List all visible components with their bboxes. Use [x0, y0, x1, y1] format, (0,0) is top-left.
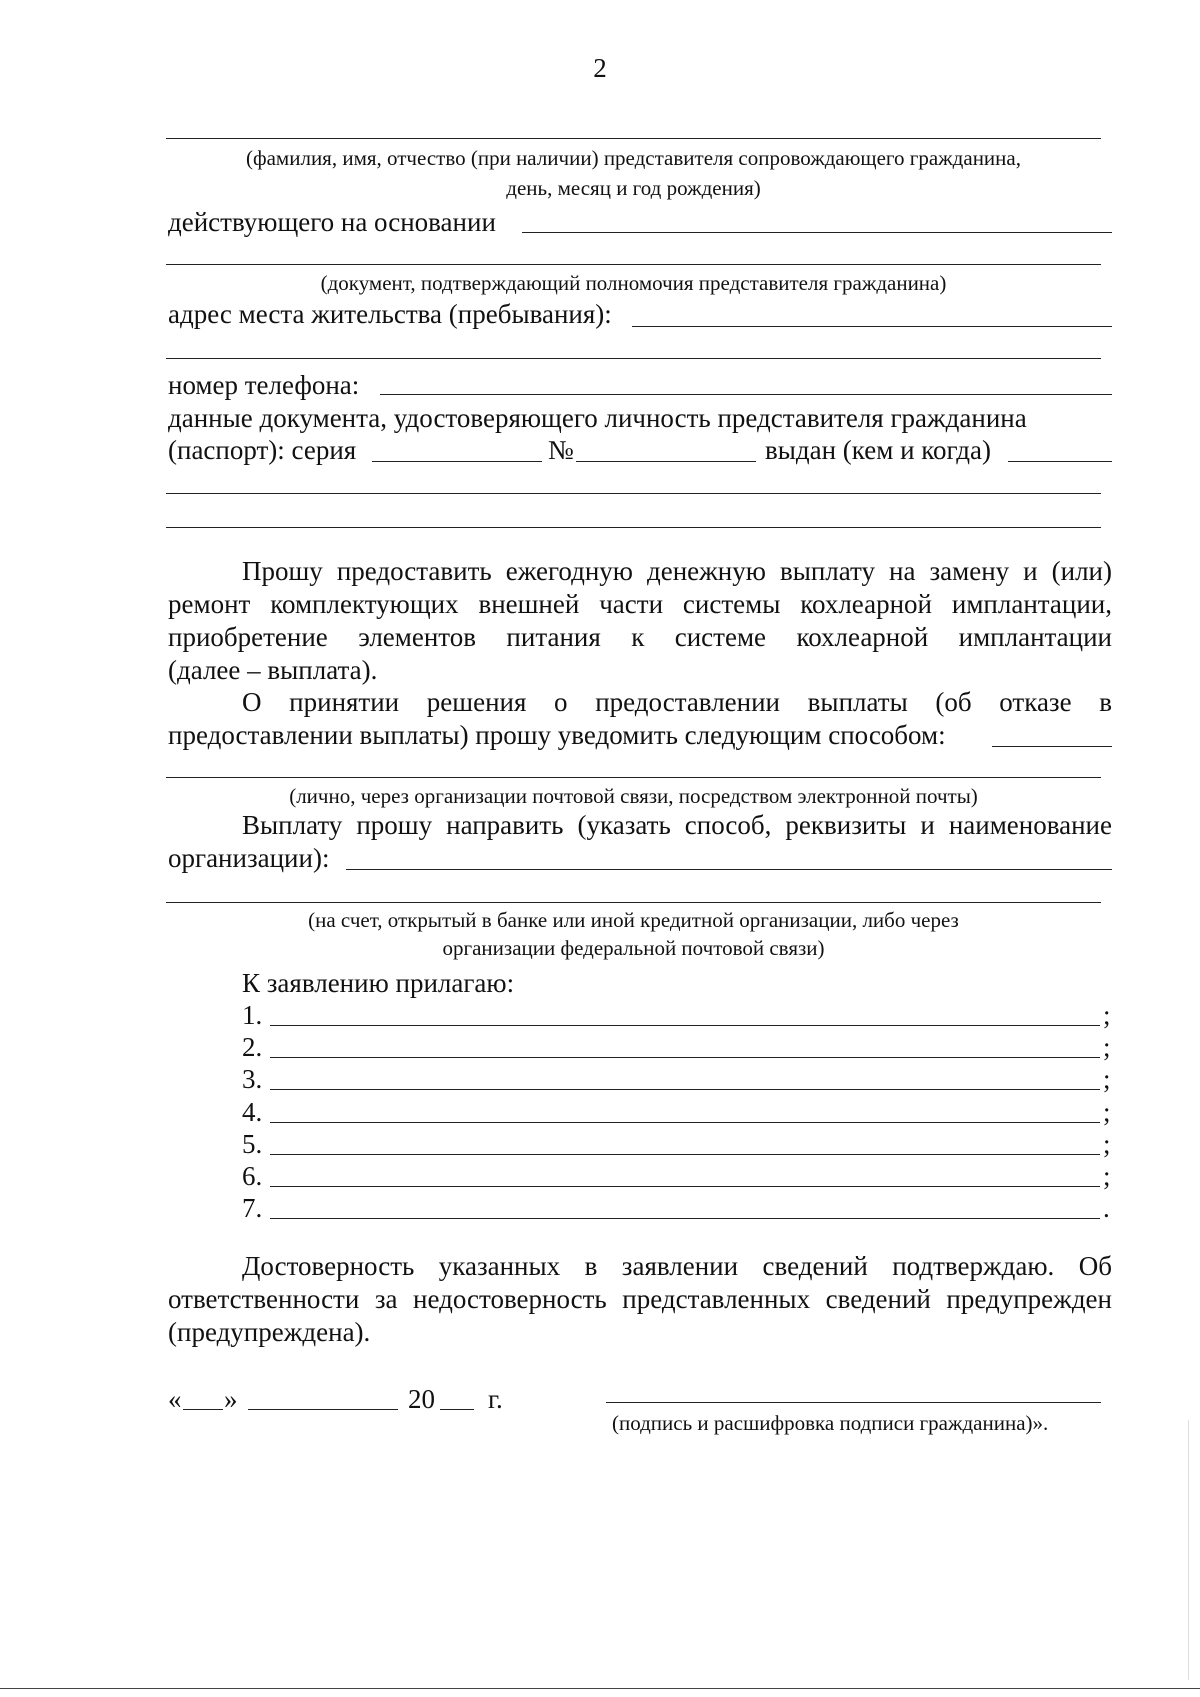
attachment-field[interactable]: [270, 1218, 1100, 1219]
date-month-field[interactable]: [248, 1409, 398, 1410]
issued-label: выдан (кем и когда): [765, 435, 991, 465]
attachment-num: 7.: [242, 1193, 263, 1223]
date-quote-open: «: [168, 1384, 182, 1414]
payment-caption-1: (на счет, открытый в банке или иной кредитной организации, либо через: [308, 908, 959, 932]
attachment-end: ;: [1103, 1161, 1111, 1191]
request-line-3: приобретение элементов питания к системе кохлеарной имплантации: [168, 622, 1112, 652]
attachment-field[interactable]: [270, 1089, 1100, 1090]
passport-number-field[interactable]: [576, 461, 756, 462]
payment-field[interactable]: [346, 869, 1112, 870]
scan-edge-line: [1188, 1420, 1189, 1680]
payment-field-2[interactable]: [166, 902, 1101, 903]
request-line-1: Прошу предоставить ежегодную денежную выплату на замену и (или): [242, 556, 1112, 586]
attachment-field[interactable]: [270, 1154, 1100, 1155]
payment-line-2: организации):: [168, 843, 330, 873]
confirmation-line-2: ответственности за недостоверность представленных сведений предупрежден: [168, 1284, 1112, 1314]
attachment-num: 2.: [242, 1032, 263, 1062]
date-year-suffix: г.: [488, 1384, 503, 1414]
phone-label: номер телефона:: [168, 370, 360, 400]
acting-basis-label: действующего на основании: [168, 207, 496, 237]
attachment-end: ;: [1103, 1032, 1111, 1062]
attachment-field[interactable]: [270, 1057, 1100, 1058]
notify-method-field-2[interactable]: [166, 777, 1101, 778]
attachment-num: 5.: [242, 1129, 263, 1159]
page-number: 2: [593, 53, 607, 83]
rep-name-caption-2: день, месяц и год рождения): [506, 176, 761, 200]
attachment-field[interactable]: [270, 1122, 1100, 1123]
notify-method-field[interactable]: [992, 746, 1112, 747]
doc-caption: (документ, подтверждающий полномочия представителя гражданина): [320, 271, 947, 295]
attachment-num: 4.: [242, 1097, 263, 1127]
notify-line-1: О принятии решения о предоставлении выплаты (об отказе в: [242, 687, 1112, 717]
passport-series-label: (паспорт): серия: [168, 435, 357, 465]
attachment-end: ;: [1103, 1129, 1111, 1159]
attachment-num: 3.: [242, 1064, 263, 1094]
address-field[interactable]: [632, 326, 1112, 327]
date-quote-close: »: [224, 1384, 238, 1414]
date-day-field[interactable]: [183, 1409, 223, 1410]
passport-number-label: №: [548, 435, 574, 465]
attachment-num: 1.: [242, 1000, 263, 1030]
attachment-num: 6.: [242, 1161, 263, 1191]
address-field-2[interactable]: [166, 358, 1101, 359]
issued-field[interactable]: [1008, 461, 1112, 462]
confirmation-line-3: (предупреждена).: [168, 1317, 371, 1347]
acting-basis-field[interactable]: [522, 232, 1112, 233]
id-doc-label: данные документа, удостоверяющего личность представителя гражданина: [168, 403, 1027, 433]
date-year-field[interactable]: [440, 1409, 474, 1410]
payment-caption-2: организации федеральной почтовой связи): [442, 936, 825, 960]
request-line-4: (далее – выплата).: [168, 655, 378, 685]
issued-field-2[interactable]: [166, 493, 1101, 494]
issued-field-3[interactable]: [166, 527, 1101, 528]
notify-caption: (лично, через организации почтовой связи, посредством электронной почты): [289, 784, 978, 808]
attachment-end: .: [1103, 1193, 1110, 1223]
attachment-end: ;: [1103, 1097, 1111, 1127]
signature-caption: (подпись и расшифровка подписи гражданина)».: [612, 1411, 1049, 1435]
attachment-end: ;: [1103, 1000, 1111, 1030]
address-label: адрес места жительства (пребывания):: [168, 299, 612, 329]
confirmation-line-1: Достоверность указанных в заявлении сведений подтверждаю. Об: [242, 1251, 1112, 1281]
scan-bottom-rule: [0, 1688, 1200, 1689]
signature-field[interactable]: [606, 1402, 1101, 1403]
attachments-title: К заявлению прилагаю:: [242, 968, 515, 998]
acting-basis-field-2[interactable]: [166, 264, 1101, 265]
payment-line-1: Выплату прошу направить (указать способ, реквизиты и наименование: [242, 810, 1112, 840]
notify-line-2: предоставлении выплаты) прошу уведомить следующим способом:: [168, 720, 946, 750]
rep-name-field[interactable]: [166, 138, 1101, 139]
request-line-2: ремонт комплектующих внешней части системы кохлеарной имплантации,: [168, 589, 1112, 619]
rep-name-caption-1: (фамилия, имя, отчество (при наличии) представителя сопровождающего гражданина,: [246, 146, 1021, 170]
attachment-end: ;: [1103, 1064, 1111, 1094]
passport-series-field[interactable]: [372, 461, 542, 462]
phone-field[interactable]: [380, 394, 1112, 395]
date-year-prefix: 20: [408, 1384, 435, 1414]
attachment-field[interactable]: [270, 1025, 1100, 1026]
attachment-field[interactable]: [270, 1186, 1100, 1187]
